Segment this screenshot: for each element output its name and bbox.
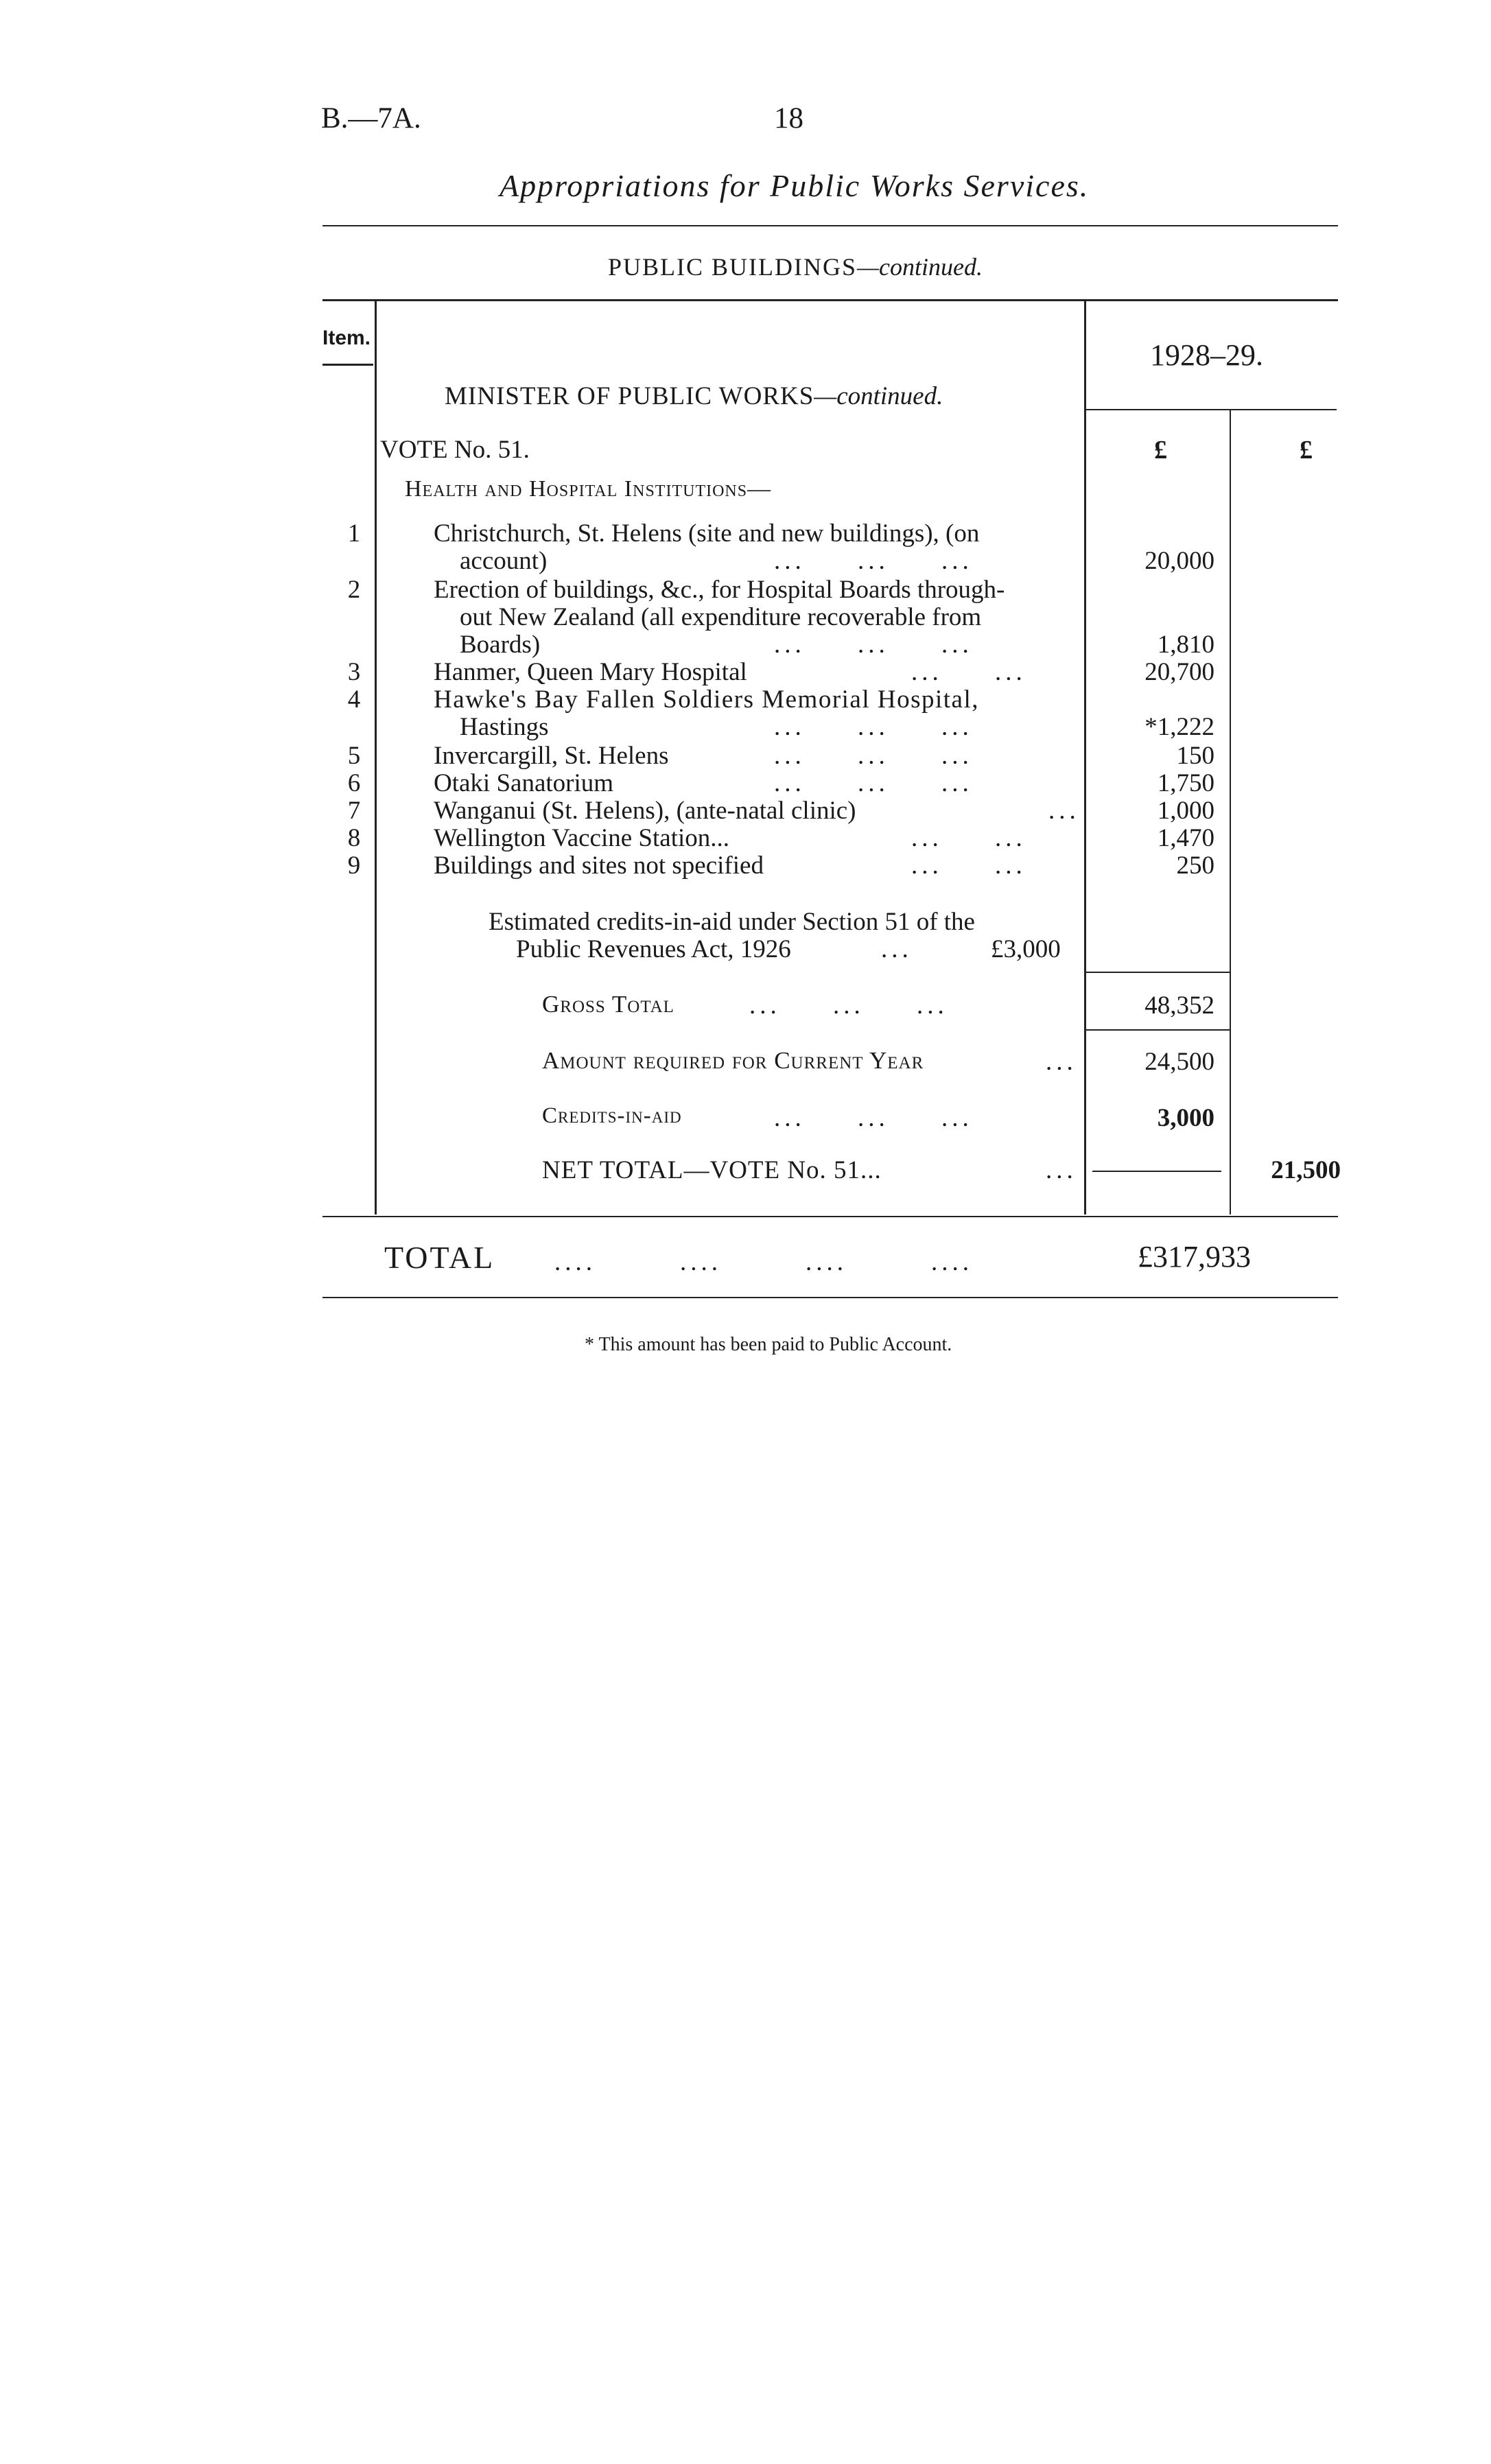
leader-dots: ... ... xyxy=(911,824,1026,852)
grand-total-rule xyxy=(322,1297,1338,1298)
net-total-value: 21,500 xyxy=(1271,1156,1341,1184)
item-number: 9 xyxy=(347,852,361,880)
category-heading: Health and Hospital Institutions— xyxy=(405,476,772,502)
leader-dots: ... ... ... xyxy=(774,713,973,741)
page-reference: B.—7A. xyxy=(321,102,421,134)
gross-total-value: 48,352 xyxy=(1144,992,1214,1020)
item-description: Christchurch, St. Helens (site and new buildings), (on xyxy=(434,519,980,548)
item-amount: 150 xyxy=(1176,742,1214,770)
vote-label: VOTE No. 51. xyxy=(380,436,530,464)
item-number: 2 xyxy=(347,576,361,604)
year-header-rule xyxy=(1085,409,1337,410)
credits-in-aid-value: 3,000 xyxy=(1157,1104,1214,1132)
item-number: 6 xyxy=(347,769,361,797)
item-amount: *1,222 xyxy=(1144,713,1214,741)
item-amount: 1,810 xyxy=(1157,631,1214,659)
item-description: Boards) xyxy=(460,631,541,659)
item-description: Hanmer, Queen Mary Hospital xyxy=(434,658,747,686)
item-column-divider xyxy=(375,301,377,1215)
leader-dots: ... ... xyxy=(911,852,1026,880)
section-title xyxy=(608,253,983,281)
page-number: 18 xyxy=(774,102,803,134)
item-header-underline xyxy=(322,364,373,366)
item-description: Invercargill, St. Helens xyxy=(434,742,669,770)
item-number: 8 xyxy=(347,824,361,852)
grand-total-value: £317,933 xyxy=(1138,1240,1251,1274)
minister-heading-suffix: —continued. xyxy=(814,382,943,410)
net-total-label: NET TOTAL—VOTE No. 51... xyxy=(542,1156,882,1184)
item-description: account) xyxy=(460,547,548,575)
credits-note-act: Public Revenues Act, 1926 xyxy=(516,935,791,963)
year-header: 1928–29. xyxy=(1150,338,1263,372)
total-column-divider xyxy=(1230,410,1231,1215)
leader-dots: .... .... .... .... xyxy=(554,1248,973,1276)
item-number: 7 xyxy=(347,797,361,825)
currency-symbol-col2: £ xyxy=(1300,436,1313,465)
section-title-text: PUBLIC BUILDINGS xyxy=(608,253,858,281)
leader-dots: ... ... ... xyxy=(774,631,973,659)
top-rule xyxy=(322,225,1338,226)
item-description: Erection of buildings, &c., for Hospital Boards through- xyxy=(434,576,1005,604)
leader-dots: ... xyxy=(1046,1156,1077,1184)
item-amount: 20,700 xyxy=(1144,658,1214,686)
leader-dots: ... ... ... xyxy=(774,1104,973,1132)
currency-symbol-col1: £ xyxy=(1154,436,1167,465)
item-description: Wellington Vaccine Station... xyxy=(434,824,730,852)
item-amount: 250 xyxy=(1176,852,1214,880)
item-number: 3 xyxy=(347,658,361,686)
summary-rule xyxy=(1085,972,1230,973)
credits-note-amount: £3,000 xyxy=(991,935,1061,963)
credits-in-aid-label: Credits-in-aid xyxy=(542,1103,682,1128)
item-amount: 1,000 xyxy=(1157,797,1214,825)
amount-required-value: 24,500 xyxy=(1144,1048,1214,1076)
table-bottom-rule xyxy=(322,1216,1338,1217)
leader-dots: ... xyxy=(881,935,913,963)
item-description: Hawke's Bay Fallen Soldiers Memorial Hospital, xyxy=(434,685,979,714)
amount-required-label: Amount required for Current Year xyxy=(542,1047,924,1074)
gross-total-label: Gross Total xyxy=(542,991,674,1018)
item-description: out New Zealand (all expenditure recoverable from xyxy=(460,603,982,631)
item-amount: 20,000 xyxy=(1144,547,1214,575)
item-description: Otaki Sanatorium xyxy=(434,769,614,797)
leader-dots: ... xyxy=(1048,797,1080,825)
minister-heading-text: MINISTER OF PUBLIC WORKS xyxy=(445,382,814,410)
gross-total-rule xyxy=(1085,1029,1230,1031)
leader-dots: ... ... ... xyxy=(774,742,973,770)
running-title: Appropriations for Public Works Services. xyxy=(500,168,1090,203)
item-description: Wanganui (St. Helens), (ante-natal clinic) xyxy=(434,797,856,825)
leader-dots: ... ... xyxy=(911,658,1026,686)
item-number: 4 xyxy=(347,685,361,714)
leader-dots: ... ... ... xyxy=(774,547,973,575)
item-description: Buildings and sites not specified xyxy=(434,852,764,880)
item-number: 5 xyxy=(347,742,361,770)
leader-dots: ... ... ... xyxy=(749,992,948,1020)
grand-total-label: TOTAL xyxy=(384,1240,495,1275)
minister-heading xyxy=(445,382,943,411)
table-top-rule xyxy=(322,299,1338,301)
leader-dots: ... ... ... xyxy=(774,769,973,797)
section-title-suffix: —continued. xyxy=(857,253,983,281)
credits-note: Estimated credits-in-aid under Section 51 of the xyxy=(489,908,975,936)
leader-dots: ... xyxy=(1046,1048,1077,1076)
net-total-dash xyxy=(1092,1171,1221,1172)
item-amount: 1,750 xyxy=(1157,769,1214,797)
item-description: Hastings xyxy=(460,713,549,741)
footnote: * This amount has been paid to Public Account. xyxy=(585,1334,952,1355)
item-number: 1 xyxy=(347,519,361,548)
item-amount: 1,470 xyxy=(1157,824,1214,852)
item-column-header: Item. xyxy=(322,327,371,349)
